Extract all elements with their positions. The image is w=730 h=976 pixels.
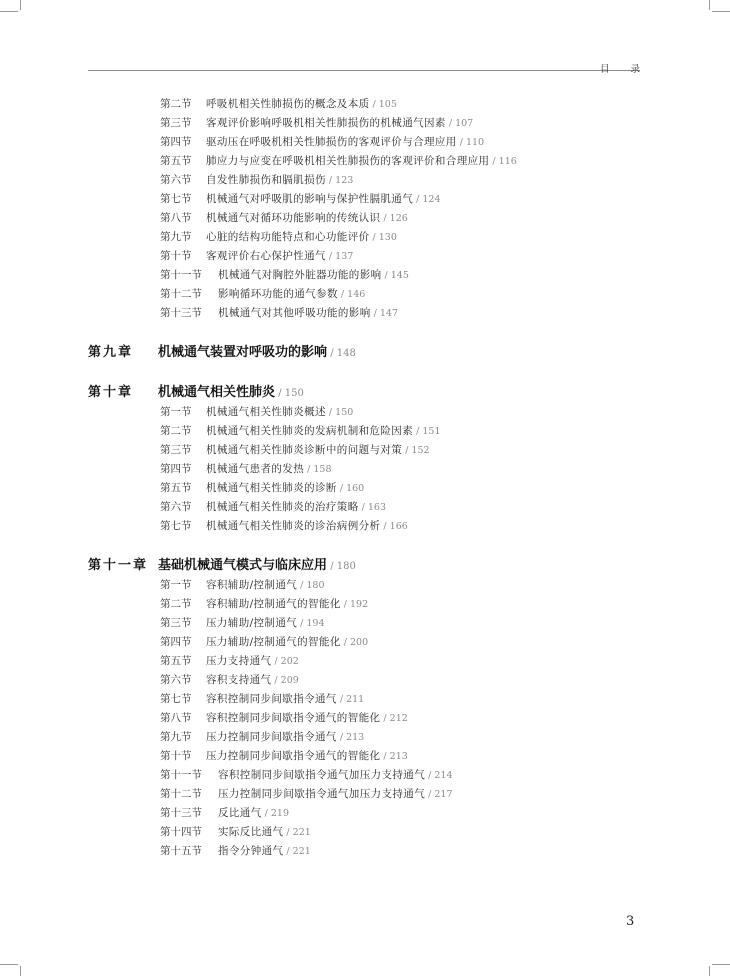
toc-section-entry[interactable]: [160, 135, 484, 150]
toc-section-entry[interactable]: [160, 405, 353, 420]
section-number: 第十四节: [160, 826, 202, 838]
section-title: 机械通气相关性肺炎诊断中的问题与对策: [206, 444, 403, 456]
toc-section-entry[interactable]: [160, 443, 430, 458]
page-ref: / 202: [271, 656, 298, 667]
section-number: 第七节: [160, 520, 192, 532]
section-number: 第三节: [160, 444, 192, 456]
toc-section-entry[interactable]: [160, 635, 368, 650]
section-title: 客观评价影响呼吸机相关性肺损伤的机械通气因素: [206, 117, 446, 129]
page-ref: / 212: [380, 713, 407, 724]
section-title: 指令分钟通气: [218, 845, 284, 857]
toc-section-entry[interactable]: [160, 749, 408, 764]
section-title: 压力控制同步间歇指令通气的智能化: [206, 750, 381, 762]
page-ref: / 146: [338, 289, 365, 300]
section-number: 第五节: [160, 655, 192, 667]
page-ref: / 150: [326, 407, 353, 418]
section-number: 第十二节: [160, 788, 202, 800]
section-number: 第十二节: [160, 288, 202, 300]
section-title: 容积控制同步间歇指令通气: [206, 693, 337, 705]
toc-section-entry[interactable]: [160, 500, 386, 515]
section-title: 机械通气对呼吸肌的影响与保护性膈肌通气: [206, 193, 414, 205]
page-ref: / 213: [380, 751, 407, 762]
toc-section-entry[interactable]: [160, 287, 365, 302]
section-title: 容积辅助/控制通气: [206, 579, 298, 591]
section-title: 容积支持通气: [206, 674, 272, 686]
page-ref: / 163: [359, 502, 386, 513]
section-number: 第九节: [160, 731, 192, 743]
section-number: 第二节: [160, 425, 192, 437]
chapter-title: 机械通气装置对呼吸功的影响: [158, 345, 328, 360]
toc-section-entry[interactable]: [160, 519, 408, 534]
chapter-title: 基础机械通气模式与临床应用: [158, 558, 328, 573]
toc-section-entry[interactable]: [160, 97, 397, 112]
section-title: 肺应力与应变在呼吸机相关性肺损伤的客观评价和合理应用: [206, 155, 490, 167]
page-ref: / 192: [341, 599, 368, 610]
chapter-number: 第十一章: [88, 558, 149, 573]
toc-section-entry[interactable]: [160, 768, 453, 783]
page-ref: / 123: [326, 175, 353, 186]
toc-section-entry[interactable]: [160, 616, 325, 631]
page-number: 3: [626, 914, 635, 929]
toc-section-entry[interactable]: [160, 306, 398, 321]
section-title: 客观评价右心保护性通气: [206, 250, 326, 262]
section-title: 容积控制同步间歇指令通气加压力支持通气: [218, 769, 426, 781]
section-title: 实际反比通气: [218, 826, 284, 838]
page-ref: / 194: [297, 618, 324, 629]
section-number: 第六节: [160, 501, 192, 513]
section-number: 第一节: [160, 579, 192, 591]
toc-section-entry[interactable]: [160, 806, 289, 821]
toc-section-entry[interactable]: [160, 116, 473, 131]
page-ref: / 211: [337, 694, 364, 705]
section-title: 容积控制同步间歇指令通气的智能化: [206, 712, 381, 724]
toc-section-entry[interactable]: [160, 787, 453, 802]
toc-section-entry[interactable]: [160, 230, 397, 245]
section-title: 呼吸机相关性肺损伤的概念及本质: [206, 98, 370, 110]
chapter-number: 第九章: [88, 345, 134, 360]
section-title: 机械通气相关性肺炎的治疗策略: [206, 501, 359, 513]
section-number: 第八节: [160, 212, 192, 224]
chapter-title: 机械通气相关性肺炎: [158, 385, 276, 400]
toc-section-entry[interactable]: [160, 825, 311, 840]
page-ref: / 200: [341, 637, 368, 648]
section-number: 第十三节: [160, 307, 202, 319]
section-number: 第七节: [160, 693, 192, 705]
section-title: 自发性肺损伤和膈肌损伤: [206, 174, 326, 186]
page-ref: / 180: [327, 561, 356, 572]
section-number: 第十三节: [160, 807, 202, 819]
page-ref: / 152: [402, 445, 429, 456]
section-number: 第四节: [160, 136, 192, 148]
section-title: 机械通气相关性肺炎的发病机制和危险因素: [206, 425, 414, 437]
page-ref: / 158: [304, 464, 331, 475]
page-ref: / 110: [457, 137, 484, 148]
section-number: 第十节: [160, 250, 192, 262]
section-number: 第四节: [160, 463, 192, 475]
toc-section-entry[interactable]: [160, 711, 408, 726]
section-title: 压力辅助/控制通气: [206, 617, 298, 629]
section-title: 压力控制同步间歇指令通气: [206, 731, 337, 743]
page-ref: / 147: [371, 308, 398, 319]
page-ref: / 217: [425, 789, 452, 800]
section-title: 反比通气: [218, 807, 262, 819]
page-ref: / 214: [425, 770, 452, 781]
toc-section-entry[interactable]: [160, 249, 353, 264]
section-number: 第五节: [160, 482, 192, 494]
section-title: 机械通气相关性肺炎概述: [206, 406, 326, 418]
toc-section-entry[interactable]: [160, 844, 311, 859]
page-ref: / 209: [271, 675, 298, 686]
page-ref: / 221: [283, 827, 310, 838]
page-ref: / 116: [489, 156, 516, 167]
toc-chapter-entry[interactable]: [88, 344, 356, 363]
section-title: 机械通气患者的发热: [206, 463, 305, 475]
toc-section-entry[interactable]: [160, 424, 441, 439]
section-title: 压力辅助/控制通气的智能化: [206, 636, 341, 648]
page-ref: / 221: [283, 846, 310, 857]
toc-section-entry[interactable]: [160, 730, 364, 745]
section-title: 机械通气对胸腔外脏器功能的影响: [218, 269, 382, 281]
section-number: 第十一节: [160, 769, 202, 781]
section-number: 第十一节: [160, 269, 202, 281]
running-header: 目 录: [600, 64, 650, 75]
page-ref: / 166: [380, 521, 407, 532]
section-number: 第四节: [160, 636, 192, 648]
page-ref: / 105: [370, 99, 397, 110]
section-number: 第八节: [160, 712, 192, 724]
toc-section-entry[interactable]: [160, 211, 408, 226]
section-title: 压力控制同步间歇指令通气加压力支持通气: [218, 788, 426, 800]
page-ref: / 145: [382, 270, 409, 281]
section-title: 机械通气相关性肺炎的诊治病例分析: [206, 520, 381, 532]
section-title: 容积辅助/控制通气的智能化: [206, 598, 341, 610]
section-title: 心脏的结构功能特点和心功能评价: [206, 231, 370, 243]
toc-section-entry[interactable]: [160, 173, 353, 188]
toc-section-entry[interactable]: [160, 192, 441, 207]
page-ref: / 137: [326, 251, 353, 262]
page-ref: / 124: [413, 194, 440, 205]
toc-section-entry[interactable]: [160, 154, 517, 169]
page-ref: / 130: [370, 232, 397, 243]
toc-section-entry[interactable]: [160, 654, 299, 669]
toc-section-entry[interactable]: [160, 268, 409, 283]
section-number: 第六节: [160, 174, 192, 186]
toc-chapter-entry[interactable]: [88, 557, 356, 576]
page-ref: / 150: [275, 388, 304, 399]
toc-section-entry[interactable]: [160, 578, 325, 593]
section-number: 第六节: [160, 674, 192, 686]
toc-section-entry[interactable]: [160, 462, 332, 477]
toc-chapter-entry[interactable]: [88, 384, 304, 403]
chapter-number: 第十章: [88, 385, 134, 400]
section-title: 机械通气对其他呼吸功能的影响: [218, 307, 371, 319]
section-title: 驱动压在呼吸机相关性肺损伤的客观评价与合理应用: [206, 136, 457, 148]
page-ref: / 151: [413, 426, 440, 437]
section-number: 第三节: [160, 617, 192, 629]
page-ref: / 180: [297, 580, 324, 591]
section-number: 第七节: [160, 193, 192, 205]
toc-section-entry[interactable]: [160, 673, 299, 688]
page-ref: / 160: [337, 483, 364, 494]
section-number: 第十五节: [160, 845, 202, 857]
toc-section-entry[interactable]: [160, 481, 364, 496]
section-title: 机械通气对循环功能影响的传统认识: [206, 212, 381, 224]
page-ref: / 126: [380, 213, 407, 224]
section-number: 第三节: [160, 117, 192, 129]
page-ref: / 107: [446, 118, 473, 129]
page-ref: / 148: [327, 348, 356, 359]
section-title: 机械通气相关性肺炎的诊断: [206, 482, 337, 494]
section-number: 第九节: [160, 231, 192, 243]
section-number: 第二节: [160, 598, 192, 610]
page-ref: / 219: [262, 808, 289, 819]
section-title: 压力支持通气: [206, 655, 272, 667]
section-title: 影响循环功能的通气参数: [218, 288, 338, 300]
section-number: 第五节: [160, 155, 192, 167]
section-number: 第一节: [160, 406, 192, 418]
toc-section-entry[interactable]: [160, 597, 368, 612]
section-number: 第二节: [160, 98, 192, 110]
section-number: 第十节: [160, 750, 192, 762]
toc-section-entry[interactable]: [160, 692, 364, 707]
page-ref: / 213: [337, 732, 364, 743]
